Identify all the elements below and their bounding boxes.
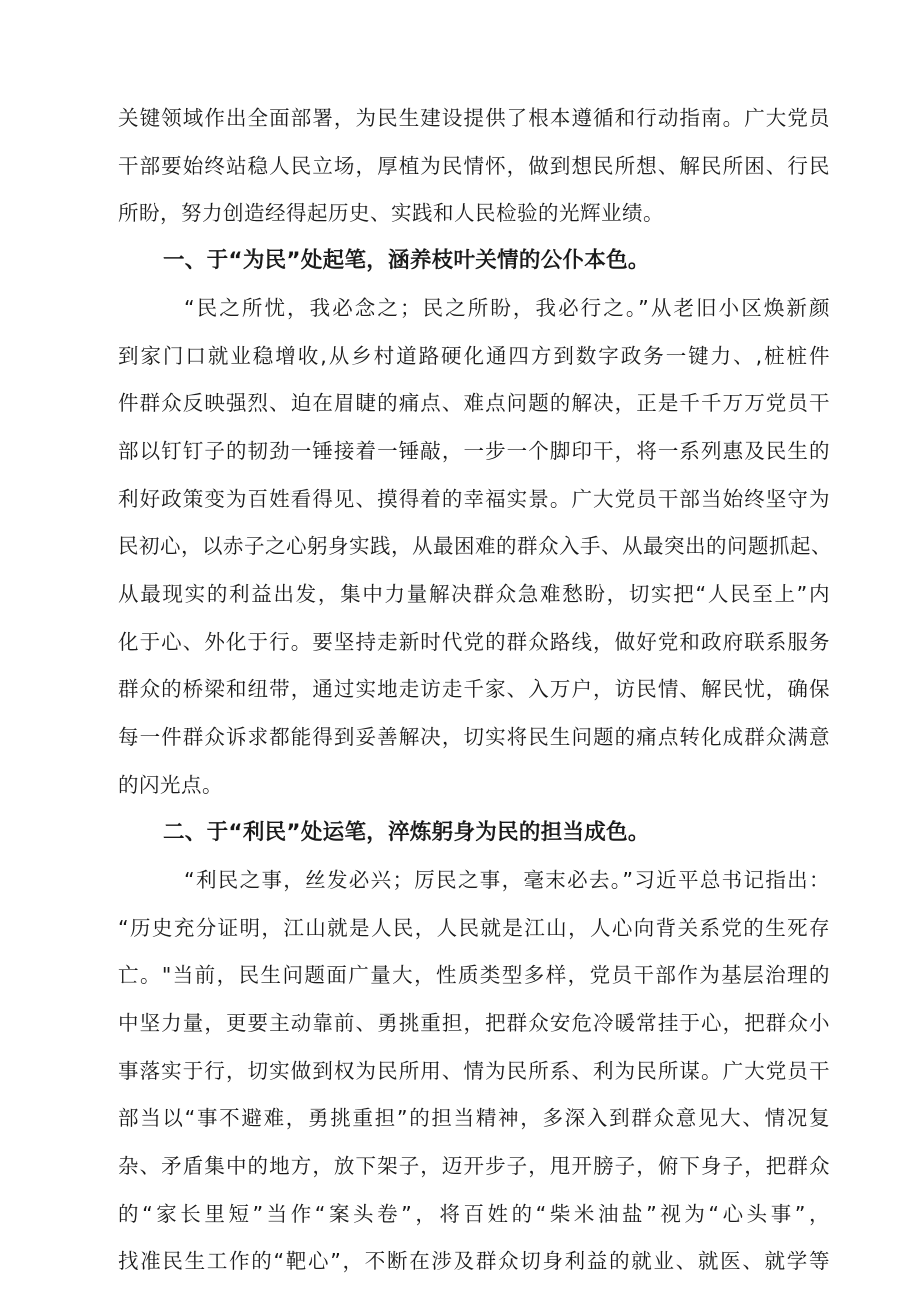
paragraph-line: 部以钉钉子的韧劲一锤接着一锤敲，一步一个脚印干，将一系列惠及民生的 bbox=[118, 439, 830, 463]
paragraph-line: 的闪光点。 bbox=[118, 773, 223, 797]
section-heading-2: 二、于“利民”处运笔，淬炼躬身为民的担当成色。 bbox=[163, 820, 650, 845]
paragraph-line: 化于心、外化于行。要坚持走新时代党的群众路线，做好党和政府联系服务 bbox=[118, 630, 830, 654]
section-heading-1: 一、于“为民”处起笔，涵养枝叶关情的公仆本色。 bbox=[163, 248, 650, 273]
intro-line: 所盼，努力创造经得起历史、实践和人民检验的光辉业绩。 bbox=[118, 201, 664, 225]
intro-line: 干部要始终站稳人民立场，厚植为民情怀，做到想民所想、解民所困、行民 bbox=[118, 154, 830, 178]
paragraph-line: 群众的桥梁和纽带，通过实地走访走千家、入万户，访民情、解民忧，确保 bbox=[118, 677, 830, 701]
paragraph-line: 杂、矛盾集中的地方，放下架子，迈开步子，甩开膀子，俯下身子，把群众 bbox=[118, 1154, 830, 1178]
paragraph-line: 找准民生工作的“靶心”，不断在涉及群众切身利益的就业、就医、就学等 bbox=[118, 1249, 830, 1273]
paragraph-line: “利民之事，丝发必兴；厉民之事，毫末必去。”习近平总书记指出： bbox=[184, 868, 830, 892]
paragraph-line: 每一件群众诉求都能得到妥善解决，切实将民生问题的痛点转化成群众满意 bbox=[118, 725, 830, 749]
paragraph-line: “民之所忧，我必念之；民之所盼，我必行之。”从老旧小区焕新颜 bbox=[184, 296, 830, 320]
paragraph-line: 亡。"当前，民生问题面广量大，性质类型多样，党员干部作为基层治理的 bbox=[118, 963, 830, 987]
paragraph-line: 部当以“事不避难，勇挑重担”的担当精神，多深入到群众意见大、情况复 bbox=[118, 1106, 830, 1130]
paragraph-line: 中坚力量，更要主动靠前、勇挑重担，把群众安危冷暖常挂于心，把群众小 bbox=[118, 1011, 830, 1035]
intro-line: 关键领域作出全面部署，为民生建设提供了根本遵循和行动指南。广大党员 bbox=[118, 106, 830, 130]
paragraph-line: 事落实于行，切实做到权为民所用、情为民所系、利为民所谋。广大党员干 bbox=[118, 1059, 830, 1083]
paragraph-line: 件群众反映强烈、迫在眉睫的痛点、难点问题的解决，正是千千万万党员干 bbox=[118, 391, 830, 415]
paragraph-line: 民初心，以赤子之心躬身实践，从最困难的群众入手、从最突出的问题抓起、 bbox=[118, 534, 832, 558]
paragraph-line: 的“家长里短”当作“案头卷”，将百姓的“柴米油盐”视为“心头事”， bbox=[118, 1202, 830, 1226]
paragraph-line: 到家门口就业稳增收,从乡村道路硬化通四方到数字政务一键力、,桩桩件 bbox=[118, 344, 830, 368]
paragraph-line: 利好政策变为百姓看得见、摸得着的幸福实景。广大党员干部当始终坚守为 bbox=[118, 487, 830, 511]
paragraph-line: “历史充分证明，江山就是人民，人民就是江山，人心向背关系党的生死存 bbox=[118, 916, 830, 940]
paragraph-line: 从最现实的利益出发，集中力量解决群众急难愁盼，切实把“人民至上”内 bbox=[118, 582, 830, 606]
